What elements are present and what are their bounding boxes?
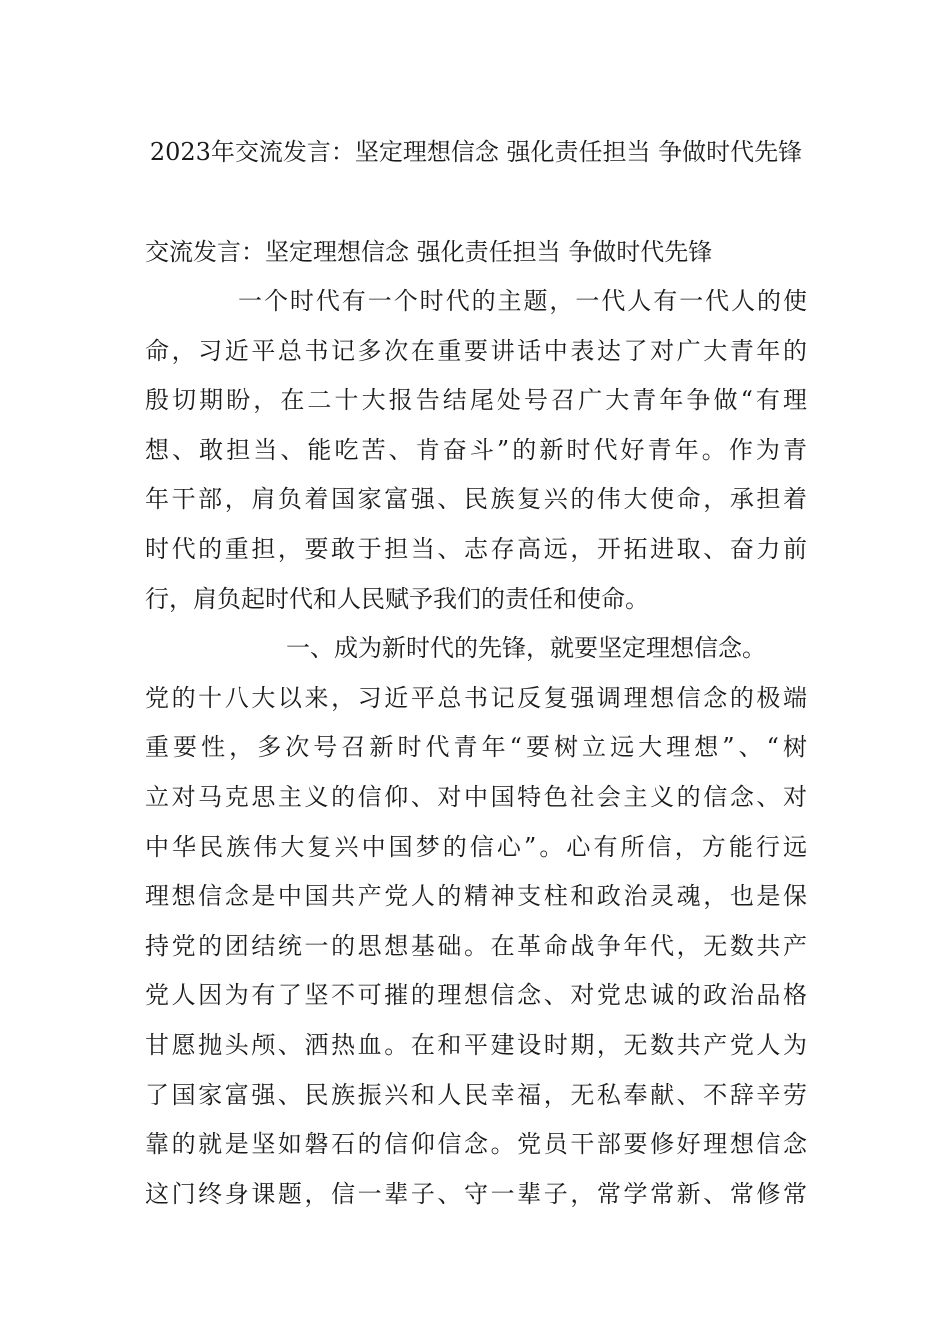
paragraph-line: 党人因为有了坚不可摧的理想信念、对党忠诚的政治品格 — [145, 981, 807, 1010]
paragraph-line: 命，习近平总书记多次在重要讲话中表达了对广大青年的 — [145, 336, 807, 365]
paragraph-line: 这门终身课题，信一辈子、守一辈子，常学常新、常修常 — [145, 1179, 807, 1208]
paragraph-line: 想、敢担当、能吃苦、肯奋斗”的新时代好青年。作为青 — [145, 435, 807, 464]
paragraph-line: 时代的重担，要敢于担当、志存高远，开拓进取、奋力前 — [145, 534, 807, 563]
paragraph-line: 立对马克思主义的信仰、对中国特色社会主义的信念、对 — [145, 782, 807, 811]
paragraph-line: 靠的就是坚如磐石的信仰信念。党员干部要修好理想信念 — [145, 1130, 807, 1159]
paragraph-line: 理想信念是中国共产党人的精神支柱和政治灵魂，也是保 — [145, 882, 807, 911]
paragraph-line: 甘愿抛头颅、洒热血。在和平建设时期，无数共产党人为 — [145, 1030, 807, 1059]
paragraph-line: 年干部，肩负着国家富强、民族复兴的伟大使命，承担着 — [145, 485, 807, 514]
paragraph-line: 行，肩负起时代和人民赋予我们的责任和使命。 — [145, 584, 649, 613]
paragraph-line: 中华民族伟大复兴中国梦的信心”。心有所信，方能行远 — [145, 832, 807, 861]
paragraph-line: 党的十八大以来，习近平总书记反复强调理想信念的极端 — [145, 683, 807, 712]
paragraph-line: 殷切期盼，在二十大报告结尾处号召广大青年争做“有理 — [145, 386, 807, 415]
document-subtitle: 交流发言：坚定理想信念 强化责任担当 争做时代先锋 — [145, 238, 713, 266]
document-body — [145, 277, 807, 1219]
document-title: 2023年交流发言：坚定理想信念 强化责任担当 争做时代先锋 — [149, 138, 803, 166]
paragraph-line: 一个时代有一个时代的主题，一代人有一代人的使 — [238, 287, 807, 315]
paragraph-line: 持党的团结统一的思想基础。在革命战争年代，无数共产 — [145, 931, 807, 960]
paragraph-line: 重要性，多次号召新时代青年“要树立远大理想”、“树 — [145, 733, 807, 762]
section-heading-line: 一、成为新时代的先锋，就要坚定理想信念。 — [286, 634, 766, 663]
paragraph-line: 了国家富强、民族振兴和人民幸福，无私奉献、不辞辛劳 — [145, 1080, 807, 1109]
